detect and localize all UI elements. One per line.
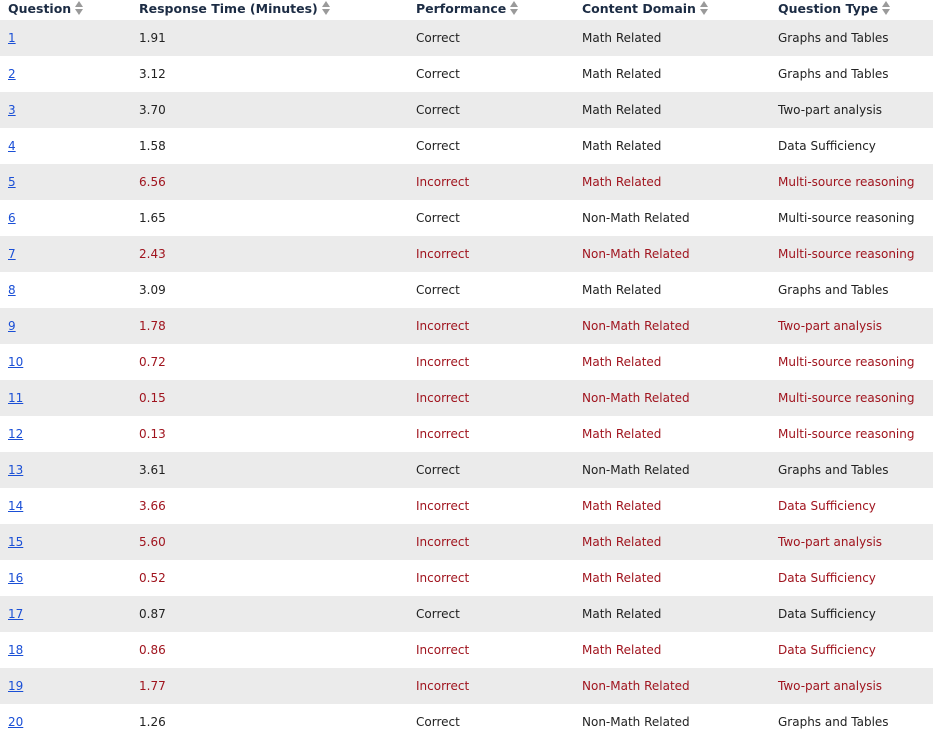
performance-cell: Incorrect [416,571,470,585]
table-row [0,704,933,740]
question-link[interactable]: 9 [8,319,16,333]
content-domain-cell: Non-Math Related [582,211,690,225]
question-type-cell: Data Sufficiency [778,139,876,153]
question-cell [0,488,131,524]
performance-cell: Correct [416,211,460,225]
question-link[interactable]: 11 [8,391,24,405]
question-link[interactable]: 4 [8,139,16,153]
column-header-label: Performance [416,1,507,16]
column-header-question[interactable] [0,0,131,20]
column-header-label: Response Time (Minutes) [139,1,318,16]
response-time-cell: 3.70 [139,103,166,117]
table-body [0,20,933,740]
sort-arrows-icon[interactable] [700,1,708,15]
content-domain-cell: Non-Math Related [582,679,690,693]
performance-cell: Correct [416,67,460,81]
performance-cell: Correct [416,607,460,621]
response-time-cell: 1.65 [139,211,166,225]
response-time-cell: 1.78 [139,319,166,333]
response-time-cell: 0.87 [139,607,166,621]
table-row [0,92,933,128]
question-cell [0,632,131,668]
question-type-cell: Multi-source reasoning [778,355,915,369]
performance-cell: Correct [416,463,460,477]
question-type-cell: Multi-source reasoning [778,427,915,441]
question-type-cell: Graphs and Tables [778,463,889,477]
content-domain-cell: Math Related [582,139,662,153]
response-time-cell: 5.60 [139,535,166,549]
response-time-cell: 3.61 [139,463,166,477]
question-cell [0,524,131,560]
table-row [0,560,933,596]
question-type-cell: Data Sufficiency [778,643,876,657]
sort-arrows-icon[interactable] [510,1,518,15]
question-type-cell: Multi-source reasoning [778,391,915,405]
column-header-label: Question [8,1,72,16]
response-time-cell: 0.72 [139,355,166,369]
content-domain-cell: Math Related [582,103,662,117]
response-time-cell: 3.12 [139,67,166,81]
response-time-cell: 3.09 [139,283,166,297]
question-link[interactable]: 16 [8,571,24,585]
question-link[interactable]: 12 [8,427,24,441]
question-link[interactable]: 17 [8,607,24,621]
question-link[interactable]: 2 [8,67,16,81]
question-link[interactable]: 5 [8,175,16,189]
table-row [0,488,933,524]
response-time-cell: 1.77 [139,679,166,693]
question-type-cell: Graphs and Tables [778,67,889,81]
table-row [0,56,933,92]
question-link[interactable]: 10 [8,355,24,369]
question-cell [0,236,131,272]
table-row [0,668,933,704]
content-domain-cell: Non-Math Related [582,715,690,729]
table-row [0,632,933,668]
performance-cell: Correct [416,31,460,45]
content-domain-cell: Math Related [582,355,662,369]
performance-cell: Incorrect [416,175,470,189]
table-row [0,272,933,308]
performance-cell: Incorrect [416,643,470,657]
question-cell [0,452,131,488]
performance-cell: Incorrect [416,499,470,513]
content-domain-cell: Non-Math Related [582,391,690,405]
question-link[interactable]: 20 [8,715,24,729]
question-type-cell: Two-part analysis [778,103,883,117]
sort-arrows-icon[interactable] [75,1,83,15]
column-header-performance[interactable] [408,0,574,20]
table-row [0,344,933,380]
table-row [0,452,933,488]
question-cell [0,668,131,704]
content-domain-cell: Non-Math Related [582,463,690,477]
question-link[interactable]: 14 [8,499,24,513]
table-row [0,236,933,272]
content-domain-cell: Math Related [582,427,662,441]
table-row [0,20,933,56]
column-header-question-type[interactable] [770,0,933,20]
content-domain-cell: Math Related [582,643,662,657]
response-time-cell: 0.52 [139,571,166,585]
content-domain-cell: Math Related [582,283,662,297]
response-time-cell: 1.91 [139,31,166,45]
table-row [0,596,933,632]
question-type-cell: Graphs and Tables [778,715,889,729]
question-cell [0,416,131,452]
performance-cell: Incorrect [416,679,470,693]
performance-cell: Correct [416,103,460,117]
performance-cell: Correct [416,139,460,153]
performance-cell: Correct [416,715,460,729]
table-row [0,128,933,164]
question-link[interactable]: 13 [8,463,24,477]
performance-cell: Incorrect [416,247,470,261]
performance-cell: Incorrect [416,391,470,405]
question-link[interactable]: 7 [8,247,16,261]
question-link[interactable]: 19 [8,679,24,693]
question-type-cell: Graphs and Tables [778,283,889,297]
question-link[interactable]: 3 [8,103,16,117]
response-time-cell: 1.26 [139,715,166,729]
response-time-cell: 6.56 [139,175,166,189]
question-type-cell: Two-part analysis [778,535,883,549]
question-cell [0,344,131,380]
table-row [0,308,933,344]
response-time-cell: 1.58 [139,139,166,153]
content-domain-cell: Math Related [582,67,662,81]
response-time-cell: 0.15 [139,391,166,405]
question-cell [0,56,131,92]
content-domain-cell: Math Related [582,535,662,549]
question-link[interactable]: 1 [8,31,16,45]
response-time-cell: 2.43 [139,247,166,261]
content-domain-cell: Math Related [582,607,662,621]
question-cell [0,272,131,308]
table-row [0,416,933,452]
performance-cell: Incorrect [416,319,470,333]
question-cell [0,164,131,200]
question-type-cell: Graphs and Tables [778,31,889,45]
question-link[interactable]: 18 [8,643,24,657]
question-cell [0,200,131,236]
content-domain-cell: Math Related [582,175,662,189]
content-domain-cell: Math Related [582,499,662,513]
question-link[interactable]: 8 [8,283,16,297]
table-header-row [0,0,933,20]
sort-arrows-icon[interactable] [322,1,330,15]
response-time-cell: 0.13 [139,427,166,441]
column-header-label: Question Type [778,1,879,16]
content-domain-cell: Math Related [582,571,662,585]
question-type-cell: Data Sufficiency [778,571,876,585]
performance-cell: Incorrect [416,535,470,549]
performance-cell: Correct [416,283,460,297]
question-link[interactable]: 15 [8,535,24,549]
sort-arrows-icon[interactable] [882,1,890,15]
table-row [0,200,933,236]
performance-cell: Incorrect [416,427,470,441]
question-cell [0,128,131,164]
table-row [0,164,933,200]
question-type-cell: Two-part analysis [778,679,883,693]
column-header-label: Content Domain [582,1,696,16]
performance-cell: Incorrect [416,355,470,369]
question-type-cell: Two-part analysis [778,319,883,333]
column-header-response-time[interactable] [131,0,408,20]
table-row [0,524,933,560]
question-type-cell: Data Sufficiency [778,607,876,621]
content-domain-cell: Math Related [582,31,662,45]
content-domain-cell: Non-Math Related [582,319,690,333]
question-type-cell: Data Sufficiency [778,499,876,513]
column-header-content-domain[interactable] [574,0,770,20]
question-cell [0,596,131,632]
response-time-cell: 0.86 [139,643,166,657]
question-cell [0,560,131,596]
question-cell [0,308,131,344]
question-cell [0,92,131,128]
question-type-cell: Multi-source reasoning [778,175,915,189]
question-link[interactable]: 6 [8,211,16,225]
question-cell [0,704,131,740]
table-row [0,380,933,416]
question-cell [0,20,131,56]
question-type-cell: Multi-source reasoning [778,211,915,225]
response-time-cell: 3.66 [139,499,166,513]
content-domain-cell: Non-Math Related [582,247,690,261]
question-cell [0,380,131,416]
question-type-cell: Multi-source reasoning [778,247,915,261]
